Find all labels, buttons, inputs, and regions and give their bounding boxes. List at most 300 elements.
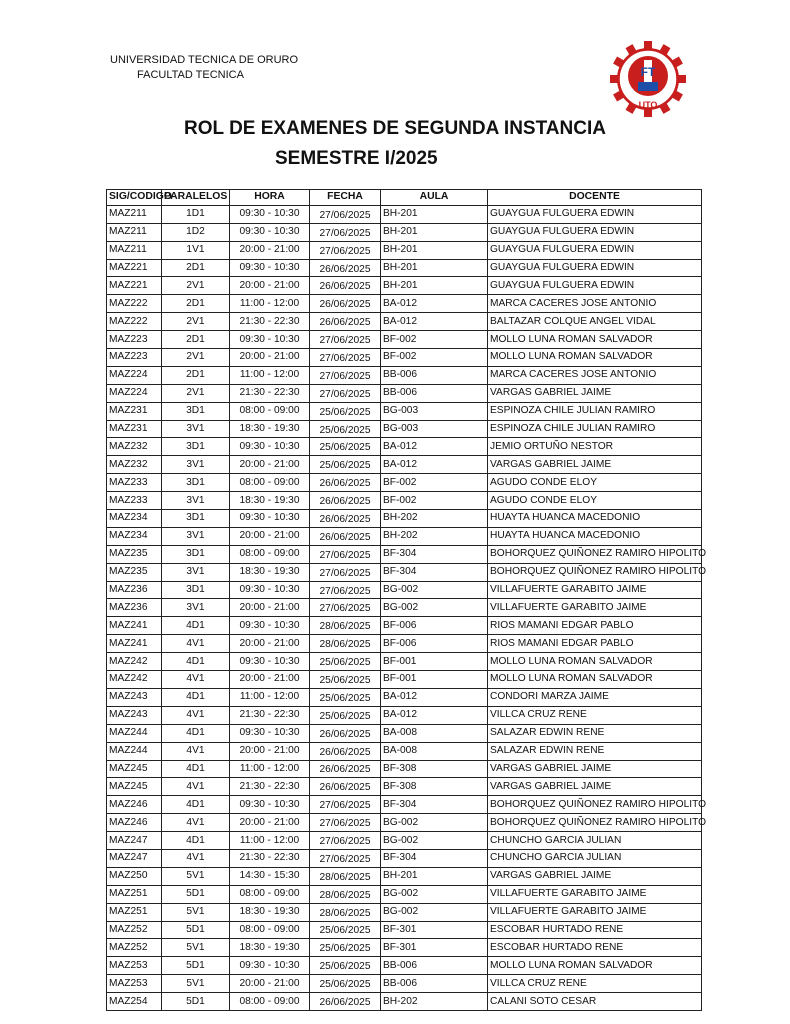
cell-parallel: 4D1 — [162, 832, 230, 850]
table-row — [107, 653, 702, 671]
cell-code: MAZ222 — [107, 313, 162, 331]
cell-code: MAZ241 — [107, 635, 162, 653]
cell-teacher: MOLLO LUNA ROMAN SALVADOR — [488, 671, 702, 689]
cell-code: MAZ245 — [107, 760, 162, 778]
cell-classroom: BA-012 — [381, 438, 488, 456]
cell-date: 27/06/2025 — [310, 205, 381, 223]
cell-time: 11:00 - 12:00 — [230, 366, 310, 384]
cell-parallel: 2D1 — [162, 331, 230, 349]
cell-parallel: 2V1 — [162, 313, 230, 331]
cell-parallel: 3D1 — [162, 474, 230, 492]
cell-code: MAZ211 — [107, 205, 162, 223]
table-header-row — [107, 190, 702, 206]
cell-code: MAZ242 — [107, 671, 162, 689]
table-row — [107, 438, 702, 456]
cell-date: 27/06/2025 — [310, 849, 381, 867]
cell-code: MAZ232 — [107, 456, 162, 474]
cell-teacher: VARGAS GABRIEL JAIME — [488, 384, 702, 402]
cell-parallel: 1V1 — [162, 241, 230, 259]
cell-code: MAZ231 — [107, 402, 162, 420]
cell-parallel: 5D1 — [162, 885, 230, 903]
cell-code: MAZ211 — [107, 223, 162, 241]
faculty-logo — [604, 38, 692, 120]
cell-date: 27/06/2025 — [310, 241, 381, 259]
cell-date: 27/06/2025 — [310, 563, 381, 581]
column-header-time: HORA — [230, 190, 310, 206]
table-row — [107, 510, 702, 528]
cell-code: MAZ211 — [107, 241, 162, 259]
table-row — [107, 456, 702, 474]
cell-time: 18:30 - 19:30 — [230, 420, 310, 438]
cell-teacher: VARGAS GABRIEL JAIME — [488, 778, 702, 796]
cell-time: 18:30 - 19:30 — [230, 939, 310, 957]
cell-time: 18:30 - 19:30 — [230, 903, 310, 921]
university-name: UNIVERSIDAD TECNICA DE ORURO — [110, 54, 299, 66]
cell-code: MAZ245 — [107, 778, 162, 796]
cell-date: 26/06/2025 — [310, 259, 381, 277]
cell-teacher: CHUNCHO GARCIA JULIAN — [488, 832, 702, 850]
cell-classroom: BF-304 — [381, 563, 488, 581]
table-row — [107, 349, 702, 367]
cell-time: 20:00 - 21:00 — [230, 671, 310, 689]
cell-time: 20:00 - 21:00 — [230, 456, 310, 474]
table-row — [107, 635, 702, 653]
cell-parallel: 5V1 — [162, 939, 230, 957]
table-row — [107, 975, 702, 993]
cell-classroom: BB-006 — [381, 384, 488, 402]
cell-time: 11:00 - 12:00 — [230, 295, 310, 313]
cell-time: 20:00 - 21:00 — [230, 241, 310, 259]
cell-date: 26/06/2025 — [310, 778, 381, 796]
cell-time: 09:30 - 10:30 — [230, 205, 310, 223]
cell-teacher: VARGAS GABRIEL JAIME — [488, 760, 702, 778]
cell-code: MAZ234 — [107, 527, 162, 545]
cell-code: MAZ250 — [107, 867, 162, 885]
cell-time: 20:00 - 21:00 — [230, 599, 310, 617]
cell-time: 21:30 - 22:30 — [230, 778, 310, 796]
cell-classroom: BA-012 — [381, 295, 488, 313]
cell-classroom: BH-201 — [381, 223, 488, 241]
cell-classroom: BH-202 — [381, 993, 488, 1011]
cell-date: 25/06/2025 — [310, 402, 381, 420]
cell-date: 27/06/2025 — [310, 796, 381, 814]
table-row — [107, 688, 702, 706]
cell-classroom: BF-304 — [381, 796, 488, 814]
cell-parallel: 4D1 — [162, 796, 230, 814]
cell-code: MAZ241 — [107, 617, 162, 635]
cell-date: 25/06/2025 — [310, 706, 381, 724]
table-row — [107, 259, 702, 277]
cell-teacher: BOHORQUEZ QUIÑONEZ RAMIRO HIPOLITO — [488, 814, 702, 832]
cell-code: MAZ251 — [107, 903, 162, 921]
table-row — [107, 492, 702, 510]
cell-time: 20:00 - 21:00 — [230, 814, 310, 832]
cell-classroom: BH-201 — [381, 867, 488, 885]
cell-code: MAZ253 — [107, 957, 162, 975]
cell-date: 25/06/2025 — [310, 939, 381, 957]
cell-code: MAZ244 — [107, 724, 162, 742]
cell-date: 25/06/2025 — [310, 921, 381, 939]
cell-time: 21:30 - 22:30 — [230, 706, 310, 724]
table-row — [107, 671, 702, 689]
cell-parallel: 4D1 — [162, 617, 230, 635]
cell-classroom: BF-301 — [381, 939, 488, 957]
cell-time: 08:00 - 09:00 — [230, 921, 310, 939]
cell-date: 26/06/2025 — [310, 724, 381, 742]
table-row — [107, 313, 702, 331]
cell-teacher: BOHORQUEZ QUIÑONEZ RAMIRO HIPOLITO — [488, 563, 702, 581]
cell-classroom: BA-012 — [381, 313, 488, 331]
cell-teacher: BALTAZAR COLQUE ANGEL VIDAL — [488, 313, 702, 331]
table-row — [107, 366, 702, 384]
cell-date: 27/06/2025 — [310, 366, 381, 384]
cell-code: MAZ253 — [107, 975, 162, 993]
cell-classroom: BF-002 — [381, 349, 488, 367]
table-row — [107, 939, 702, 957]
cell-classroom: BH-201 — [381, 277, 488, 295]
cell-teacher: VILLCA CRUZ RENE — [488, 975, 702, 993]
table-row — [107, 581, 702, 599]
cell-parallel: 5V1 — [162, 867, 230, 885]
cell-parallel: 5V1 — [162, 903, 230, 921]
cell-parallel: 3D1 — [162, 438, 230, 456]
cell-code: MAZ252 — [107, 921, 162, 939]
cell-teacher: VILLAFUERTE GARABITO JAIME — [488, 599, 702, 617]
cell-teacher: VILLAFUERTE GARABITO JAIME — [488, 903, 702, 921]
cell-classroom: BA-008 — [381, 724, 488, 742]
cell-classroom: BF-308 — [381, 778, 488, 796]
cell-time: 08:00 - 09:00 — [230, 402, 310, 420]
cell-time: 09:30 - 10:30 — [230, 957, 310, 975]
cell-teacher: MOLLO LUNA ROMAN SALVADOR — [488, 331, 702, 349]
cell-code: MAZ236 — [107, 599, 162, 617]
logo-initials: FT — [640, 65, 656, 79]
cell-classroom: BB-006 — [381, 975, 488, 993]
cell-teacher: ESCOBAR HURTADO RENE — [488, 921, 702, 939]
column-header-teacher: DOCENTE — [488, 190, 702, 206]
cell-date: 26/06/2025 — [310, 492, 381, 510]
cell-date: 27/06/2025 — [310, 581, 381, 599]
cell-code: MAZ224 — [107, 384, 162, 402]
cell-teacher: CONDORI MARZA JAIME — [488, 688, 702, 706]
cell-parallel: 3V1 — [162, 563, 230, 581]
cell-code: MAZ235 — [107, 563, 162, 581]
cell-parallel: 5D1 — [162, 993, 230, 1011]
cell-teacher: ESPINOZA CHILE JULIAN RAMIRO — [488, 402, 702, 420]
column-header-classroom: AULA — [381, 190, 488, 206]
table-row — [107, 617, 702, 635]
table-row — [107, 921, 702, 939]
cell-parallel: 3V1 — [162, 456, 230, 474]
cell-code: MAZ233 — [107, 474, 162, 492]
cell-date: 26/06/2025 — [310, 993, 381, 1011]
cell-time: 09:30 - 10:30 — [230, 581, 310, 599]
cell-classroom: BF-002 — [381, 474, 488, 492]
cell-teacher: SALAZAR EDWIN RENE — [488, 724, 702, 742]
cell-parallel: 2D1 — [162, 295, 230, 313]
table-row — [107, 563, 702, 581]
table-row — [107, 205, 702, 223]
cell-date: 27/06/2025 — [310, 331, 381, 349]
cell-code: MAZ234 — [107, 510, 162, 528]
cell-classroom: BG-002 — [381, 832, 488, 850]
cell-parallel: 4D1 — [162, 724, 230, 742]
cell-classroom: BA-012 — [381, 456, 488, 474]
cell-teacher: VARGAS GABRIEL JAIME — [488, 456, 702, 474]
cell-time: 09:30 - 10:30 — [230, 796, 310, 814]
cell-time: 11:00 - 12:00 — [230, 832, 310, 850]
cell-teacher: HUAYTA HUANCA MACEDONIO — [488, 510, 702, 528]
cell-time: 20:00 - 21:00 — [230, 349, 310, 367]
cell-code: MAZ254 — [107, 993, 162, 1011]
cell-teacher: HUAYTA HUANCA MACEDONIO — [488, 527, 702, 545]
table-row — [107, 527, 702, 545]
table-row — [107, 277, 702, 295]
cell-classroom: BH-201 — [381, 259, 488, 277]
cell-date: 26/06/2025 — [310, 760, 381, 778]
cell-teacher: SALAZAR EDWIN RENE — [488, 742, 702, 760]
cell-code: MAZ243 — [107, 688, 162, 706]
cell-classroom: BG-002 — [381, 581, 488, 599]
cell-parallel: 5V1 — [162, 975, 230, 993]
cell-code: MAZ231 — [107, 420, 162, 438]
cell-classroom: BF-006 — [381, 617, 488, 635]
cell-teacher: ESPINOZA CHILE JULIAN RAMIRO — [488, 420, 702, 438]
cell-teacher: VILLCA CRUZ RENE — [488, 706, 702, 724]
table-row — [107, 599, 702, 617]
cell-date: 27/06/2025 — [310, 349, 381, 367]
table-row — [107, 724, 702, 742]
cell-teacher: MOLLO LUNA ROMAN SALVADOR — [488, 653, 702, 671]
column-header-parallels: PARALELOS — [162, 190, 230, 206]
table-row — [107, 760, 702, 778]
document-title: ROL DE EXAMENES DE SEGUNDA INSTANCIA — [184, 118, 606, 139]
cell-classroom: BG-002 — [381, 599, 488, 617]
cell-parallel: 4V1 — [162, 671, 230, 689]
cell-teacher: CALANI SOTO CESAR — [488, 993, 702, 1011]
cell-parallel: 1D2 — [162, 223, 230, 241]
cell-teacher: MARCA CACERES JOSE ANTONIO — [488, 366, 702, 384]
cell-teacher: MOLLO LUNA ROMAN SALVADOR — [488, 957, 702, 975]
cell-time: 09:30 - 10:30 — [230, 724, 310, 742]
cell-parallel: 5D1 — [162, 957, 230, 975]
cell-time: 14:30 - 15:30 — [230, 867, 310, 885]
cell-parallel: 2V1 — [162, 277, 230, 295]
cell-parallel: 4V1 — [162, 778, 230, 796]
cell-parallel: 5D1 — [162, 921, 230, 939]
cell-time: 08:00 - 09:00 — [230, 885, 310, 903]
cell-time: 11:00 - 12:00 — [230, 760, 310, 778]
cell-classroom: BF-301 — [381, 921, 488, 939]
cell-teacher: MARCA CACERES JOSE ANTONIO — [488, 295, 702, 313]
cell-classroom: BH-201 — [381, 205, 488, 223]
cell-date: 26/06/2025 — [310, 742, 381, 760]
cell-parallel: 4D1 — [162, 688, 230, 706]
cell-parallel: 1D1 — [162, 205, 230, 223]
cell-classroom: BF-308 — [381, 760, 488, 778]
cell-parallel: 4V1 — [162, 814, 230, 832]
cell-classroom: BH-201 — [381, 241, 488, 259]
cell-time: 09:30 - 10:30 — [230, 617, 310, 635]
cell-teacher: MOLLO LUNA ROMAN SALVADOR — [488, 349, 702, 367]
cell-time: 21:30 - 22:30 — [230, 849, 310, 867]
cell-time: 11:00 - 12:00 — [230, 688, 310, 706]
cell-teacher: AGUDO CONDE ELOY — [488, 474, 702, 492]
table-row — [107, 867, 702, 885]
table-row — [107, 331, 702, 349]
column-header-date: FECHA — [310, 190, 381, 206]
cell-time: 09:30 - 10:30 — [230, 510, 310, 528]
cell-code: MAZ232 — [107, 438, 162, 456]
cell-date: 25/06/2025 — [310, 653, 381, 671]
cell-code: MAZ247 — [107, 832, 162, 850]
cell-date: 28/06/2025 — [310, 885, 381, 903]
cell-classroom: BG-003 — [381, 420, 488, 438]
cell-time: 08:00 - 09:00 — [230, 474, 310, 492]
table-row — [107, 706, 702, 724]
cell-classroom: BH-202 — [381, 510, 488, 528]
cell-date: 26/06/2025 — [310, 474, 381, 492]
table-row — [107, 796, 702, 814]
cell-date: 25/06/2025 — [310, 456, 381, 474]
cell-code: MAZ252 — [107, 939, 162, 957]
column-header-code: SIG/CODIGO — [107, 190, 162, 206]
cell-parallel: 4V1 — [162, 849, 230, 867]
cell-date: 27/06/2025 — [310, 832, 381, 850]
cell-date: 27/06/2025 — [310, 384, 381, 402]
cell-code: MAZ224 — [107, 366, 162, 384]
cell-date: 25/06/2025 — [310, 671, 381, 689]
cell-code: MAZ223 — [107, 349, 162, 367]
cell-teacher: BOHORQUEZ QUIÑONEZ RAMIRO HIPOLITO — [488, 545, 702, 563]
cell-code: MAZ246 — [107, 814, 162, 832]
cell-classroom: BF-001 — [381, 653, 488, 671]
cell-date: 28/06/2025 — [310, 903, 381, 921]
cell-date: 26/06/2025 — [310, 510, 381, 528]
cell-time: 20:00 - 21:00 — [230, 975, 310, 993]
cell-parallel: 3D1 — [162, 545, 230, 563]
cell-parallel: 3V1 — [162, 420, 230, 438]
cell-teacher: CHUNCHO GARCIA JULIAN — [488, 849, 702, 867]
cell-parallel: 3D1 — [162, 402, 230, 420]
table-row — [107, 545, 702, 563]
cell-date: 26/06/2025 — [310, 313, 381, 331]
cell-parallel: 3V1 — [162, 527, 230, 545]
cell-teacher: ESCOBAR HURTADO RENE — [488, 939, 702, 957]
cell-code: MAZ221 — [107, 259, 162, 277]
cell-classroom: BB-006 — [381, 957, 488, 975]
cell-parallel: 2V1 — [162, 384, 230, 402]
table-row — [107, 849, 702, 867]
cell-code: MAZ251 — [107, 885, 162, 903]
cell-date: 27/06/2025 — [310, 814, 381, 832]
cell-teacher: VARGAS GABRIEL JAIME — [488, 867, 702, 885]
cell-classroom: BF-001 — [381, 671, 488, 689]
cell-classroom: BG-003 — [381, 402, 488, 420]
cell-classroom: BA-012 — [381, 706, 488, 724]
cell-teacher: GUAYGUA FULGUERA EDWIN — [488, 223, 702, 241]
table-row — [107, 885, 702, 903]
logo-subtext: UTO — [638, 100, 658, 110]
cell-classroom: BH-202 — [381, 527, 488, 545]
cell-date: 27/06/2025 — [310, 223, 381, 241]
cell-time: 09:30 - 10:30 — [230, 438, 310, 456]
cell-date: 26/06/2025 — [310, 277, 381, 295]
cell-time: 08:00 - 09:00 — [230, 545, 310, 563]
cell-time: 18:30 - 19:30 — [230, 492, 310, 510]
table-row — [107, 993, 702, 1011]
cell-parallel: 3D1 — [162, 581, 230, 599]
cell-time: 09:30 - 10:30 — [230, 331, 310, 349]
cell-date: 25/06/2025 — [310, 975, 381, 993]
cell-time: 20:00 - 21:00 — [230, 635, 310, 653]
table-row — [107, 742, 702, 760]
cell-teacher: VILLAFUERTE GARABITO JAIME — [488, 581, 702, 599]
gear-logo-icon — [604, 38, 692, 120]
table-row — [107, 402, 702, 420]
cell-parallel: 3D1 — [162, 510, 230, 528]
cell-teacher: GUAYGUA FULGUERA EDWIN — [488, 259, 702, 277]
cell-parallel: 4D1 — [162, 760, 230, 778]
cell-classroom: BA-008 — [381, 742, 488, 760]
cell-time: 18:30 - 19:30 — [230, 563, 310, 581]
cell-classroom: BF-002 — [381, 331, 488, 349]
cell-teacher: RIOS MAMANI EDGAR PABLO — [488, 617, 702, 635]
cell-date: 28/06/2025 — [310, 617, 381, 635]
cell-date: 25/06/2025 — [310, 420, 381, 438]
cell-teacher: GUAYGUA FULGUERA EDWIN — [488, 241, 702, 259]
table-row — [107, 223, 702, 241]
table-row — [107, 903, 702, 921]
cell-date: 27/06/2025 — [310, 545, 381, 563]
cell-code: MAZ247 — [107, 849, 162, 867]
faculty-name: FACULTAD TECNICA — [137, 69, 244, 81]
table-row — [107, 420, 702, 438]
cell-classroom: BF-304 — [381, 849, 488, 867]
table-row — [107, 778, 702, 796]
table-row — [107, 295, 702, 313]
table-row — [107, 384, 702, 402]
cell-classroom: BF-304 — [381, 545, 488, 563]
cell-teacher: BOHORQUEZ QUIÑONEZ RAMIRO HIPOLITO — [488, 796, 702, 814]
cell-teacher: AGUDO CONDE ELOY — [488, 492, 702, 510]
cell-teacher: RIOS MAMANI EDGAR PABLO — [488, 635, 702, 653]
cell-code: MAZ233 — [107, 492, 162, 510]
cell-code: MAZ222 — [107, 295, 162, 313]
exam-schedule-table — [106, 189, 707, 1011]
cell-teacher: VILLAFUERTE GARABITO JAIME — [488, 885, 702, 903]
cell-classroom: BF-002 — [381, 492, 488, 510]
cell-time: 09:30 - 10:30 — [230, 653, 310, 671]
cell-date: 25/06/2025 — [310, 688, 381, 706]
cell-code: MAZ235 — [107, 545, 162, 563]
table-row — [107, 957, 702, 975]
cell-date: 28/06/2025 — [310, 635, 381, 653]
cell-parallel: 4V1 — [162, 742, 230, 760]
cell-code: MAZ242 — [107, 653, 162, 671]
cell-time: 09:30 - 10:30 — [230, 259, 310, 277]
cell-parallel: 3V1 — [162, 492, 230, 510]
cell-time: 20:00 - 21:00 — [230, 527, 310, 545]
cell-time: 08:00 - 09:00 — [230, 993, 310, 1011]
cell-classroom: BF-006 — [381, 635, 488, 653]
cell-date: 25/06/2025 — [310, 438, 381, 456]
cell-classroom: BB-006 — [381, 366, 488, 384]
cell-teacher: GUAYGUA FULGUERA EDWIN — [488, 277, 702, 295]
table-row — [107, 241, 702, 259]
cell-date: 27/06/2025 — [310, 599, 381, 617]
cell-classroom: BG-002 — [381, 885, 488, 903]
